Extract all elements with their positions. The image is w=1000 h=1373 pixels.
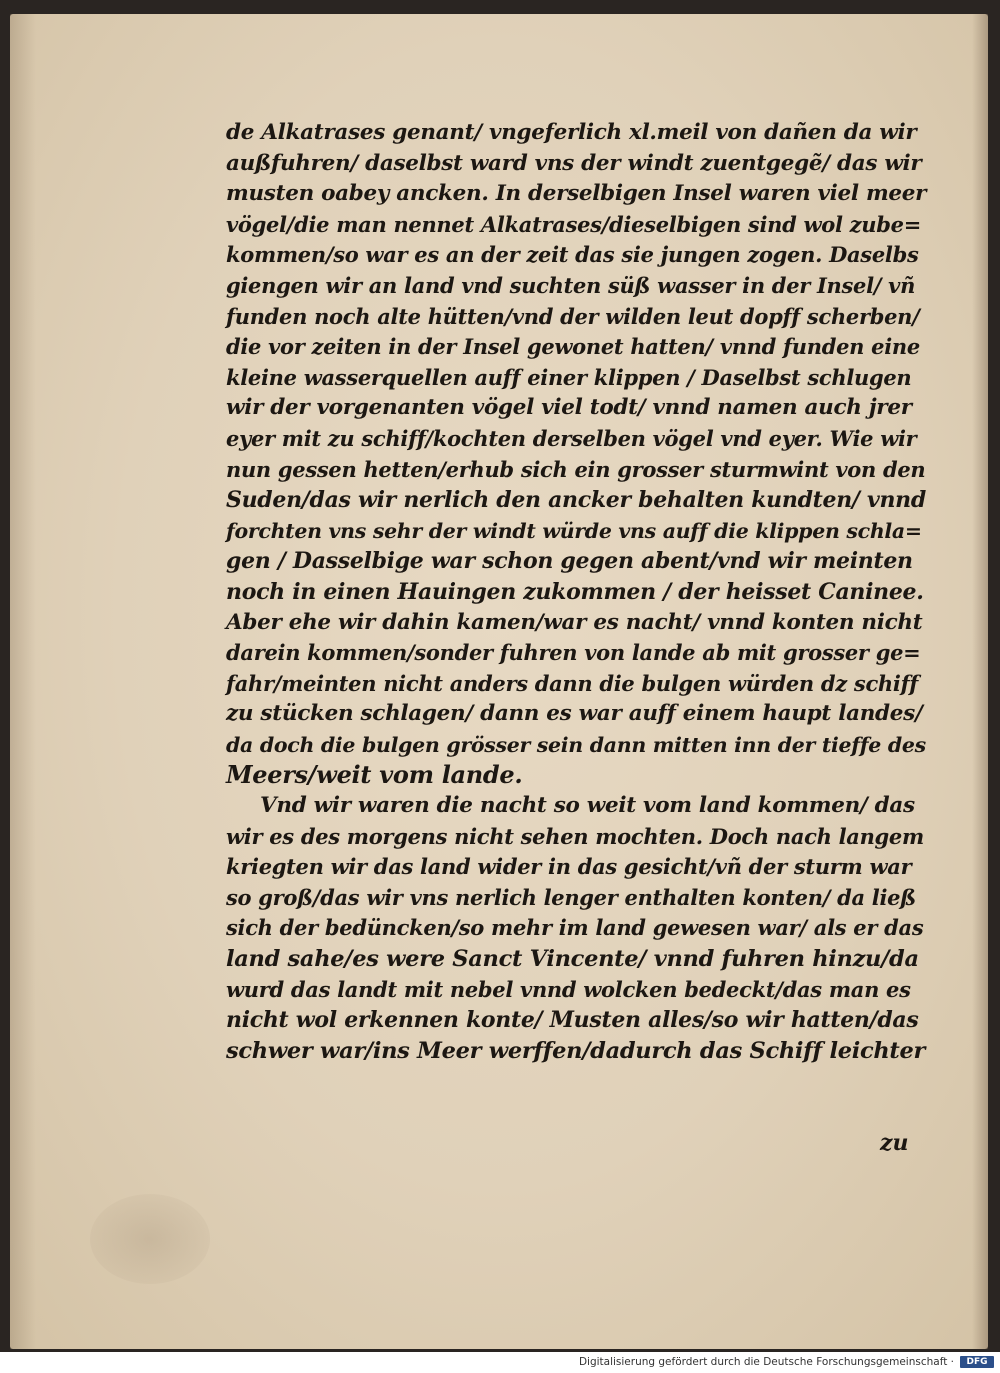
text-line: wir der vorgenanten vögel viel todt/ vnnd namen auch jrer (226, 395, 912, 421)
paper-stain (90, 1194, 210, 1284)
text-line: vögel/die man nennet Alkatrases/dieselbigen sind wol zube= (226, 211, 921, 237)
text-line: musten oabey ancken. In derselbigen Insel waren viel meer (226, 181, 927, 207)
text-line: kriegten wir das land wider in das gesicht/vñ der sturm war (226, 854, 912, 880)
footer-bar (0, 1352, 1000, 1373)
text-line: giengen wir an land vnd suchten süß wasser in der Insel/ vñ (226, 272, 916, 298)
text-line: kommen/so war es an der zeit das sie jungen zogen. Daselbs (226, 242, 919, 268)
page-gutter-shadow (10, 14, 36, 1349)
text-line: da doch die bulgen grösser sein dann mitten inn der tieffe des (226, 732, 926, 757)
text-line: Aber ehe wir dahin kamen/war es nacht/ vnnd konten nicht (226, 609, 923, 635)
text-line: zu stücken schlagen/ dann es war auff einem haupt landes/ (226, 701, 923, 727)
text-line: so groß/das wir vns nerlich lenger enthalten konten/ da ließ (226, 884, 916, 910)
catchword: zu (880, 1130, 909, 1156)
text-line: land sahe/es were Sanct Vincente/ vnnd fuhren hinzu/da (226, 946, 919, 973)
text-line: sich der bedüncken/so mehr im land gewesen war/ als er das (226, 915, 924, 941)
text-line: funden noch alte hütten/vnd der wilden leut dopff scherben/ (226, 303, 920, 329)
text-line: eyer mit zu schiff/kochten derselben vögel vnd eyer. Wie wir (226, 425, 917, 451)
page-edge-shadow (972, 14, 988, 1349)
text-line: die vor zeiten in der Insel gewonet hatten/ vnnd funden eine (226, 334, 920, 360)
text-line: Meers/weit vom lande. (226, 760, 523, 790)
text-line: gen / Dasselbige war schon gegen abent/vnd wir meinten (226, 548, 913, 575)
text-line: darein kommen/sonder fuhren von lande ab mit grosser ge= (226, 640, 921, 666)
text-line: außfuhren/ daselbst ward vns der windt zuentgegẽ/ das wir (226, 150, 922, 176)
text-line: nun gessen hetten/erhub sich ein grosser sturmwint von den (226, 456, 926, 482)
text-line: Suden/das wir nerlich den ancker behalten kundten/ vnnd (226, 487, 926, 514)
dfg-logo: DFG (960, 1356, 994, 1368)
text-line: wir es des morgens nicht sehen mochten. Doch nach langem (226, 823, 924, 849)
page-text-block (226, 118, 926, 1066)
text-line: schwer war/ins Meer werffen/dadurch das Schiff leichter (226, 1037, 926, 1064)
text-line: kleine wasserquellen auff einer klippen / Daselbst schlugen (226, 364, 912, 390)
text-line: de Alkatrases genant/ vngeferlich xl.meil von dañen da wir (226, 120, 917, 145)
paragraph-start-line: Vnd wir waren die nacht so weit vom land kommen/ das (260, 793, 915, 819)
text-line: forchten vns sehr der windt würde vns auff die klippen schla= (226, 518, 922, 543)
text-line: wurd das landt mit nebel vnnd wolcken bedeckt/das man es (226, 976, 911, 1002)
text-line: nicht wol erkennen konte/ Musten alles/so wir hatten/das (226, 1007, 919, 1034)
funding-credit: Digitalisierung gefördert durch die Deutsche Forschungsgemeinschaft · (578, 1356, 954, 1368)
text-line: fahr/meinten nicht anders dann die bulgen würden dz schiff (226, 670, 919, 696)
text-line: noch in einen Hauingen zukommen / der heisset Caninee. (226, 578, 924, 605)
